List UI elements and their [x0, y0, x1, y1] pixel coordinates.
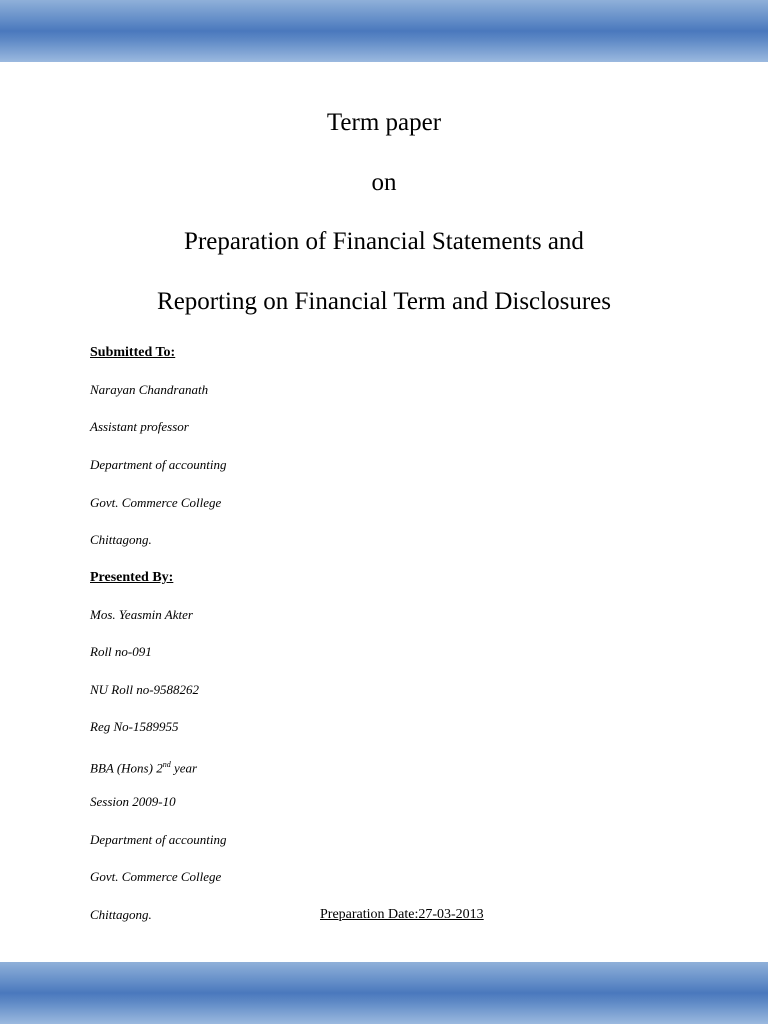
- preparation-date: Preparation Date:27-03-2013: [320, 907, 484, 922]
- presenter-name: Mos. Yeasmin Akter: [90, 607, 193, 622]
- submitted-to-designation: Assistant professor: [90, 419, 189, 434]
- presenter-college: Govt. Commerce College: [90, 869, 222, 884]
- title-term-paper: Term paper: [326, 109, 442, 136]
- presenter-city: Chittagong.: [90, 907, 152, 922]
- top-decorative-band: [0, 0, 768, 62]
- program-year-suffix: year: [170, 760, 198, 776]
- program-year-ordinal: nd: [162, 760, 171, 769]
- presenter-roll: Roll no-091: [90, 644, 152, 659]
- presented-by-heading: Presented By:: [90, 570, 174, 585]
- submitted-to-department: Department of accounting: [90, 457, 227, 472]
- program-year-prefix: BBA (Hons) 2: [90, 760, 163, 776]
- presenter-program-year: [90, 756, 197, 777]
- title-subject-line-1: Preparation of Financial Statements and: [184, 228, 584, 255]
- presenter-nu-roll: NU Roll no-9588262: [90, 682, 200, 697]
- title-subject-line-2: Reporting on Financial Term and Disclosures: [157, 288, 611, 315]
- submitted-to-name: Narayan Chandranath: [90, 382, 209, 397]
- title-on: on: [371, 169, 397, 196]
- submitted-to-heading: Submitted To:: [90, 345, 176, 360]
- submitted-to-college: Govt. Commerce College: [90, 495, 222, 510]
- presenter-reg: Reg No-1589955: [90, 719, 179, 734]
- submitted-to-city: Chittagong.: [90, 532, 152, 547]
- presenter-session: Session 2009-10: [90, 794, 176, 809]
- presenter-department: Department of accounting: [90, 832, 227, 847]
- bottom-decorative-band: [0, 962, 768, 1024]
